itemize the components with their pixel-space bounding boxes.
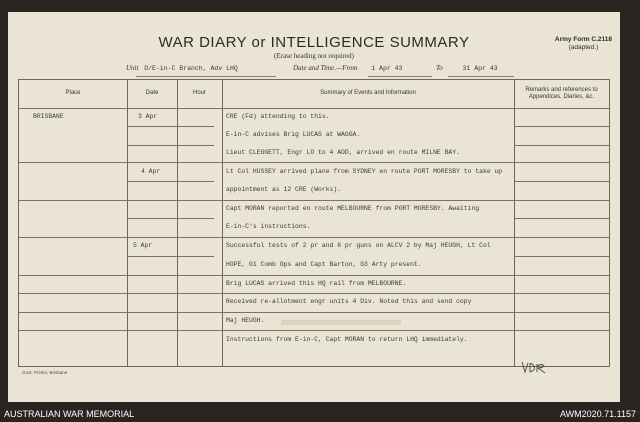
column-divider bbox=[127, 80, 128, 366]
row-divider bbox=[127, 256, 214, 257]
header-date: Date bbox=[145, 90, 159, 97]
header-remarks: Remarks and references to Appendices, Diaries, &c. bbox=[525, 86, 598, 100]
form-subtitle: (Erase heading not required) bbox=[274, 52, 354, 60]
unit-value: D/E-in-C Branch, Adv LHQ bbox=[144, 65, 238, 72]
date-to-row bbox=[436, 64, 498, 72]
row-divider bbox=[19, 275, 609, 276]
row-divider bbox=[19, 293, 609, 294]
printer-note: Govt. Printer, Brisbane bbox=[22, 370, 68, 375]
row-divider bbox=[127, 181, 214, 182]
redacted-strike bbox=[281, 320, 401, 325]
column-divider bbox=[177, 80, 178, 366]
to-underline bbox=[448, 76, 514, 77]
war-diary-sheet bbox=[8, 12, 620, 402]
date-label: Date and Time.—From bbox=[293, 64, 358, 72]
row-summary: CRE (Fd) attending to this. bbox=[226, 113, 330, 120]
date-to-value: 31 Apr 43 bbox=[462, 65, 498, 72]
header-divider bbox=[19, 108, 609, 109]
row-divider bbox=[514, 218, 609, 219]
row-divider bbox=[19, 330, 609, 331]
from-underline bbox=[368, 76, 432, 77]
date-from-value: 1 Apr 43 bbox=[371, 65, 403, 72]
row-summary: Successful tests of 2 pr and 6 pr guns on ALCV 2 by Maj HEUGH, Lt Col bbox=[226, 242, 491, 249]
row-divider bbox=[19, 312, 609, 313]
column-divider bbox=[514, 80, 515, 366]
row-summary: Lt Col HUSSEY arrived plane from SYDNEY en route PORT MORESBY to take up bbox=[226, 168, 503, 175]
row-divider bbox=[514, 256, 609, 257]
row-summary: Lieut CLEGGETT, Engr LO to 4 AOD, arrived en route MILNE BAY. bbox=[226, 149, 460, 156]
row-summary: E-in-C's instructions. bbox=[226, 223, 311, 230]
row-divider bbox=[19, 200, 609, 201]
row-summary: Capt MORAN reported en route MELBOURNE from PORT MORESBY. Awaiting bbox=[226, 205, 480, 212]
row-summary: Brig LUCAS arrived this HQ rail from MELBOURNE. bbox=[226, 280, 407, 287]
footer-accession-id: AWM2020.71.1157 bbox=[559, 409, 636, 419]
header-summary: Summary of Events and Information bbox=[320, 90, 416, 97]
handwritten-initials bbox=[520, 360, 550, 374]
row-summary: HOPE, G1 Comb Ops and Capt Barton, G3 Arty present. bbox=[226, 261, 422, 268]
row-divider bbox=[514, 181, 609, 182]
row-divider bbox=[514, 126, 609, 127]
row-divider bbox=[127, 218, 214, 219]
unit-row bbox=[126, 64, 238, 72]
row-summary: Received re-allotment engr units 4 Div. Noted this and send copy bbox=[226, 298, 472, 305]
row-date: 5 Apr bbox=[133, 242, 153, 249]
row-date: 4 Apr bbox=[141, 168, 161, 175]
row-summary: appointment as 12 CRE (Works). bbox=[226, 186, 342, 193]
row-divider bbox=[514, 145, 609, 146]
army-form-number: Army Form C.2118 bbox=[554, 36, 612, 43]
footer-institution: AUSTRALIAN WAR MEMORIAL bbox=[4, 409, 135, 419]
row-divider bbox=[127, 145, 214, 146]
row-divider bbox=[19, 162, 609, 163]
row-summary: Maj HEUGH. bbox=[226, 317, 265, 324]
row-date: 3 Apr bbox=[138, 113, 158, 120]
unit-label: Unit bbox=[126, 64, 139, 72]
form-title: WAR DIARY or INTELLIGENCE SUMMARY bbox=[158, 34, 470, 51]
column-divider bbox=[222, 80, 223, 366]
date-row bbox=[293, 64, 402, 72]
row-divider bbox=[127, 126, 214, 127]
unit-underline bbox=[136, 76, 276, 77]
date-to-label: To bbox=[436, 64, 443, 72]
army-form-note: (adapted.) bbox=[568, 44, 599, 51]
diary-table bbox=[18, 79, 610, 367]
row-divider bbox=[19, 237, 609, 238]
header-place: Place bbox=[65, 90, 81, 97]
header-hour: Hour bbox=[192, 90, 206, 97]
row-summary: E-in-C advises Brig LUCAS at WAGGA. bbox=[226, 131, 361, 138]
row-summary: Instructions from E-in-C, Capt MORAN to return LHQ immediately. bbox=[226, 336, 468, 343]
army-form-label bbox=[555, 36, 612, 52]
row-place: BRISBANE bbox=[33, 113, 64, 120]
